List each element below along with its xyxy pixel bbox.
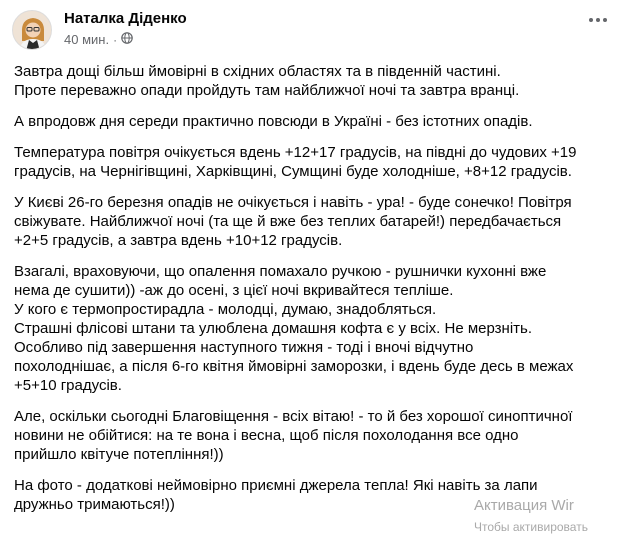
globe-icon[interactable] xyxy=(121,32,133,47)
os-activation-watermark: Активация Wir xyxy=(474,497,574,514)
post-body xyxy=(14,62,614,526)
avatar-image xyxy=(13,11,52,50)
os-activation-subtitle: Чтобы активировать xyxy=(474,520,588,534)
more-options-icon[interactable] xyxy=(588,10,608,30)
post-paragraph: Температура повітря очікується вдень +12+17 градусів, на півдні до чудових +19 градусів, на Чернігівщині, Харківщині, Сумщині буде холодніше, +8+12 градусів. xyxy=(14,144,577,180)
meta-separator: · xyxy=(113,32,118,47)
post-paragraph: Завтра дощі більш ймовірні в східних областях та в південній частині. Проте переважно опади пройдуть там найближчої ночі та завтра вранці. xyxy=(14,63,520,99)
post-meta xyxy=(64,32,133,47)
post-timestamp[interactable]: 40 мин. xyxy=(64,32,110,47)
post-paragraph: У Києві 26-го березня опадів не очікується і навіть - ура! - буде сонечко! Повітря свіжувате. Найближчої ночі (та ще й вже без теплих батарей!) передбачається +2+5 градусів, а завтра вдень +10+12 градусів. xyxy=(14,194,572,249)
post-paragraph: А впродовж дня середи практично повсюди в Україні - без істотних опадів. xyxy=(14,113,533,130)
post-paragraph: Взагалі, враховуючи, що опалення помахало ручкою - рушнички кухонні вже нема де сушити)) -аж до осені, з цієї ночі вкривайтеся тепліше. У кого є термопростирадла - молодці, думаю, знадобляться. Страшні флісові штани та улюблена домашня кофта є у всіх. Не мерзніть. Особливо під завершення наступного тижня - тоді і вночі відчутно похолоднішає, а після 6-го квітня ймовірні заморозки, і вдень буде десь в межах +5+10 градусів. xyxy=(14,263,574,394)
author-name[interactable]: Наталка Діденко xyxy=(64,10,187,27)
post-paragraph: На фото - додаткові неймовірно приємні джерела тепла! Які навіть за лапи дружньо тримаються!)) xyxy=(14,477,538,513)
post-paragraph: Але, оскільки сьогодні Благовіщення - всіх вітаю! - то й без хорошої синоптичної новини не обійтися: на те вона і весна, щоб після похолодання все одно прийшло квітуче потепління!)) xyxy=(14,408,573,463)
avatar[interactable] xyxy=(12,10,52,50)
